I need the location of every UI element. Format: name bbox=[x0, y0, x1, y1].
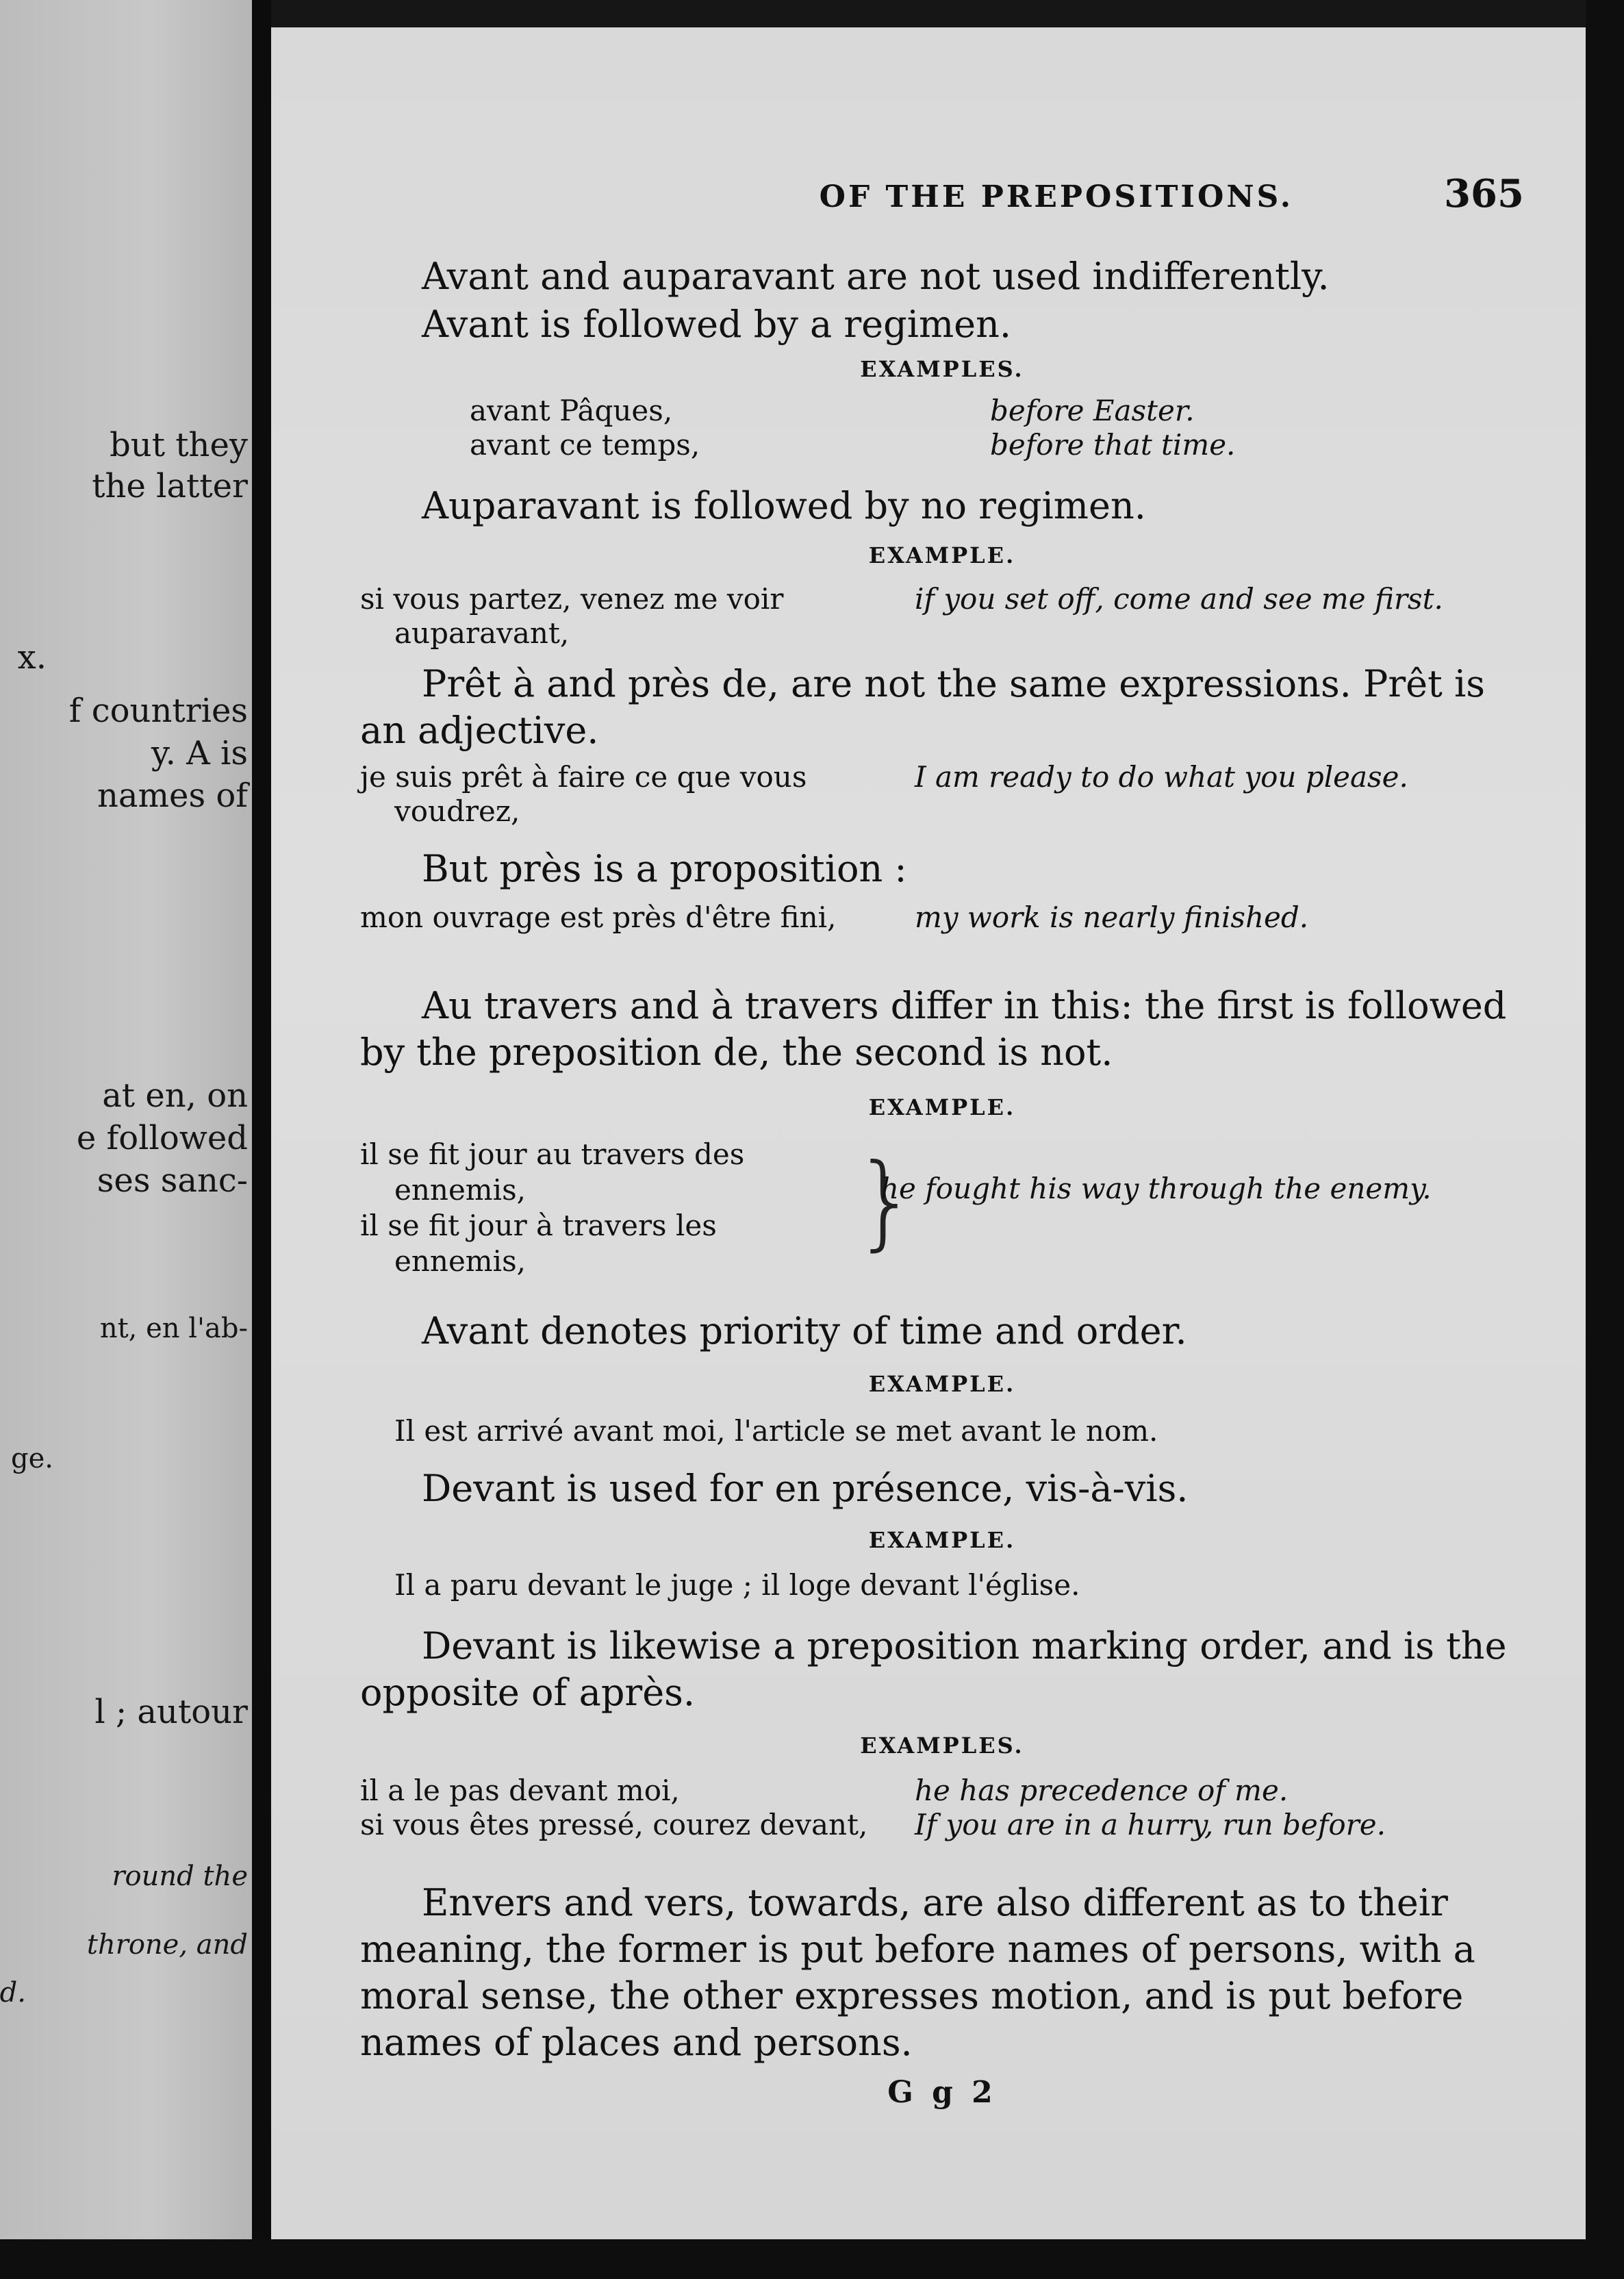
example-row bbox=[360, 760, 1524, 829]
paragraph: Devant is likewise a preposition marking order, and is the opposite of après. bbox=[360, 1624, 1507, 1714]
french-text: mon ouvrage est près d'être fini, bbox=[360, 901, 837, 934]
left-fragment: d. bbox=[0, 1977, 26, 2009]
left-fragment: the latter bbox=[92, 467, 248, 505]
right-page bbox=[271, 27, 1586, 2239]
example-heading: EXAMPLE. bbox=[868, 1527, 1016, 1553]
paragraph: Prêt à and près de, are not the same expressions. Prêt is an adjective. bbox=[360, 662, 1485, 752]
french-text: avant Pâques, bbox=[470, 394, 673, 427]
example-row bbox=[360, 428, 1524, 462]
french-text: il se fit jour à travers les ennemis, bbox=[360, 1209, 717, 1278]
left-fragment: names of bbox=[97, 777, 248, 815]
example-row bbox=[360, 901, 1524, 935]
left-fragment: round the bbox=[112, 1861, 248, 1892]
left-fragment: throne, and bbox=[86, 1929, 248, 1961]
folio-signature: G g 2 bbox=[887, 2075, 997, 2110]
example-line: Il est arrivé avant moi, l'article se met avant le nom. bbox=[394, 1414, 1158, 1448]
left-fragment: y. A is bbox=[151, 734, 248, 772]
english-text: before Easter. bbox=[990, 394, 1195, 427]
paragraph: Au travers and à travers differ in this: the first is followed by the preposition de, the second is not. bbox=[360, 984, 1507, 1074]
french-text: avant ce temps, bbox=[470, 428, 700, 462]
page-number: 365 bbox=[1444, 171, 1524, 216]
english-text: he has precedence of me. bbox=[915, 1774, 1289, 1807]
english-text: I am ready to do what you please. bbox=[915, 760, 1408, 794]
example-row bbox=[360, 1808, 1524, 1842]
left-fragment: x. bbox=[17, 638, 47, 677]
french-text: je suis prêt à faire ce que vous voudrez, bbox=[360, 760, 807, 828]
running-head bbox=[360, 171, 1524, 216]
paragraph: Auparavant is followed by no regimen. bbox=[422, 484, 1146, 527]
french-text: si vous êtes pressé, courez devant, bbox=[360, 1808, 868, 1841]
paragraph: Avant and auparavant are not used indifferently. bbox=[422, 255, 1330, 298]
scan-edge-shadow bbox=[1586, 0, 1624, 2279]
paragraph: But près is a proposition : bbox=[422, 847, 907, 890]
left-fragment: at en, on bbox=[102, 1076, 248, 1115]
example-heading: EXAMPLE. bbox=[868, 1094, 1016, 1120]
left-fragment: ses sanc- bbox=[97, 1161, 248, 1200]
book-gutter bbox=[252, 0, 271, 2279]
example-line: Il a paru devant le juge ; il loge devant l'église. bbox=[394, 1568, 1080, 1602]
paragraph: Avant denotes priority of time and order. bbox=[422, 1309, 1187, 1352]
french-lines bbox=[360, 1137, 853, 1279]
left-page bbox=[0, 0, 252, 2279]
left-fragment: f countries bbox=[68, 692, 248, 730]
english-text: he fought his way through the enemy. bbox=[880, 1172, 1432, 1205]
brace: } bbox=[853, 1142, 919, 1261]
example-pair bbox=[360, 1137, 1524, 1279]
example-row bbox=[360, 394, 1524, 428]
left-fragment: but they bbox=[110, 426, 248, 464]
english-text: my work is nearly finished. bbox=[915, 901, 1309, 934]
example-heading: EXAMPLE. bbox=[868, 1371, 1016, 1397]
english-text: if you set off, come and see me first. bbox=[915, 582, 1443, 616]
scan-bottom-shadow bbox=[0, 2239, 1624, 2279]
example-row bbox=[360, 582, 1524, 651]
example-row bbox=[360, 1774, 1524, 1808]
left-fragment: nt, en l'ab- bbox=[99, 1313, 248, 1344]
english-text: before that time. bbox=[990, 428, 1236, 462]
left-fragment: ge. bbox=[11, 1443, 53, 1474]
running-title: OF THE PREPOSITIONS. bbox=[819, 179, 1294, 214]
example-heading: EXAMPLE. bbox=[868, 542, 1016, 568]
english-text: If you are in a hurry, run before. bbox=[915, 1808, 1386, 1841]
paragraph: Devant is used for en présence, vis-à-vis. bbox=[422, 1467, 1189, 1510]
examples-heading: EXAMPLES. bbox=[860, 356, 1024, 382]
left-fragment: l ; autour bbox=[94, 1693, 248, 1731]
examples-heading: EXAMPLES. bbox=[860, 1733, 1024, 1759]
french-text: si vous partez, venez me voir auparavant, bbox=[360, 582, 784, 650]
french-text: il se fit jour au travers des ennemis, bbox=[360, 1137, 745, 1207]
french-text: il a le pas devant moi, bbox=[360, 1774, 680, 1807]
paragraph: Envers and vers, towards, are also different as to their meaning, the former is put before names of persons, with a moral sense, the other expresses motion, and is put before names of places and persons. bbox=[360, 1881, 1475, 2064]
left-fragment: e followed bbox=[76, 1119, 248, 1157]
paragraph: Avant is followed by a regimen. bbox=[422, 303, 1012, 346]
